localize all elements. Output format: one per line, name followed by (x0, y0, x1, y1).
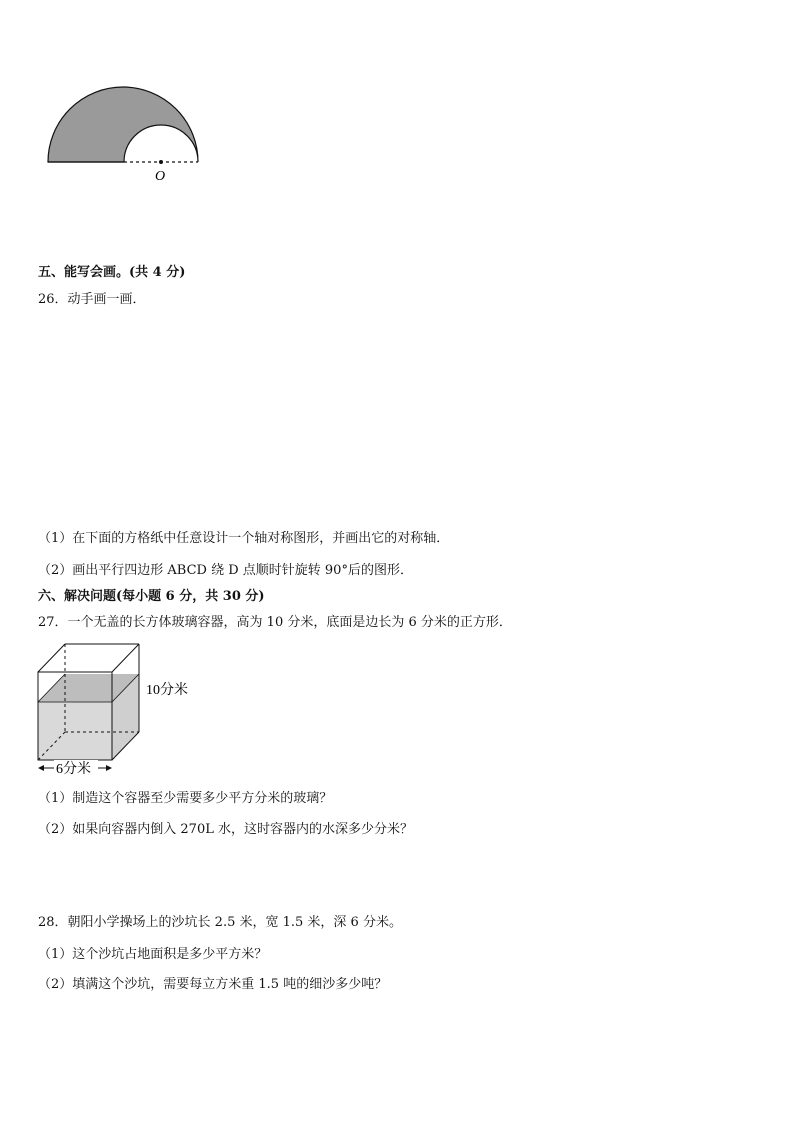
question-26-part-2: （2）画出平行四边形 ABCD 绕 D 点顺时针旋转 90°后的图形． (38, 563, 413, 578)
question-27-part-2: （2）如果向容器内倒入 270L 水，这时容器内的水深多少分米？ (38, 822, 413, 837)
top-right-edge (112, 644, 139, 672)
question-28-stem: 28．朝阳小学操场上的沙坑长 2.5 米，宽 1.5 米，深 6 分米。 (38, 915, 402, 930)
semicircle-figure (40, 80, 210, 190)
width-arrow-right (106, 765, 112, 771)
center-label: O (155, 169, 166, 184)
question-28-part-1: （1）这个沙坑占地面积是多少平方米？ (38, 947, 268, 962)
height-label: 10分米 (146, 683, 188, 698)
width-label: 6分米 (56, 762, 91, 777)
question-27-stem: 27．一个无盖的长方体玻璃容器，高为 10 分米，底面是边长为 6 分米的正方形． (38, 615, 512, 630)
center-point (159, 160, 163, 164)
question-27-part-1: （1）制造这个容器至少需要多少平方分米的玻璃？ (38, 791, 333, 806)
water-front-face (38, 702, 112, 760)
question-28-part-2: （2）填满这个沙坑，需要每立方米重 1.5 吨的细沙多少吨？ (38, 977, 388, 992)
question-26-stem: 26．动手画一画． (38, 292, 146, 307)
section5-heading: 五、能写会画。(共 4 分) (38, 265, 186, 280)
shaded-semicircle-region (48, 87, 198, 162)
section6-heading: 六、解决问题(每小题 6 分，共 30 分) (38, 589, 265, 604)
cuboid-container-figure (30, 638, 220, 780)
question-26-part-1: （1）在下面的方格纸中任意设计一个轴对称图形，并画出它的对称轴． (38, 531, 450, 546)
top-left-edge (38, 644, 65, 672)
width-arrow-left (38, 765, 44, 771)
